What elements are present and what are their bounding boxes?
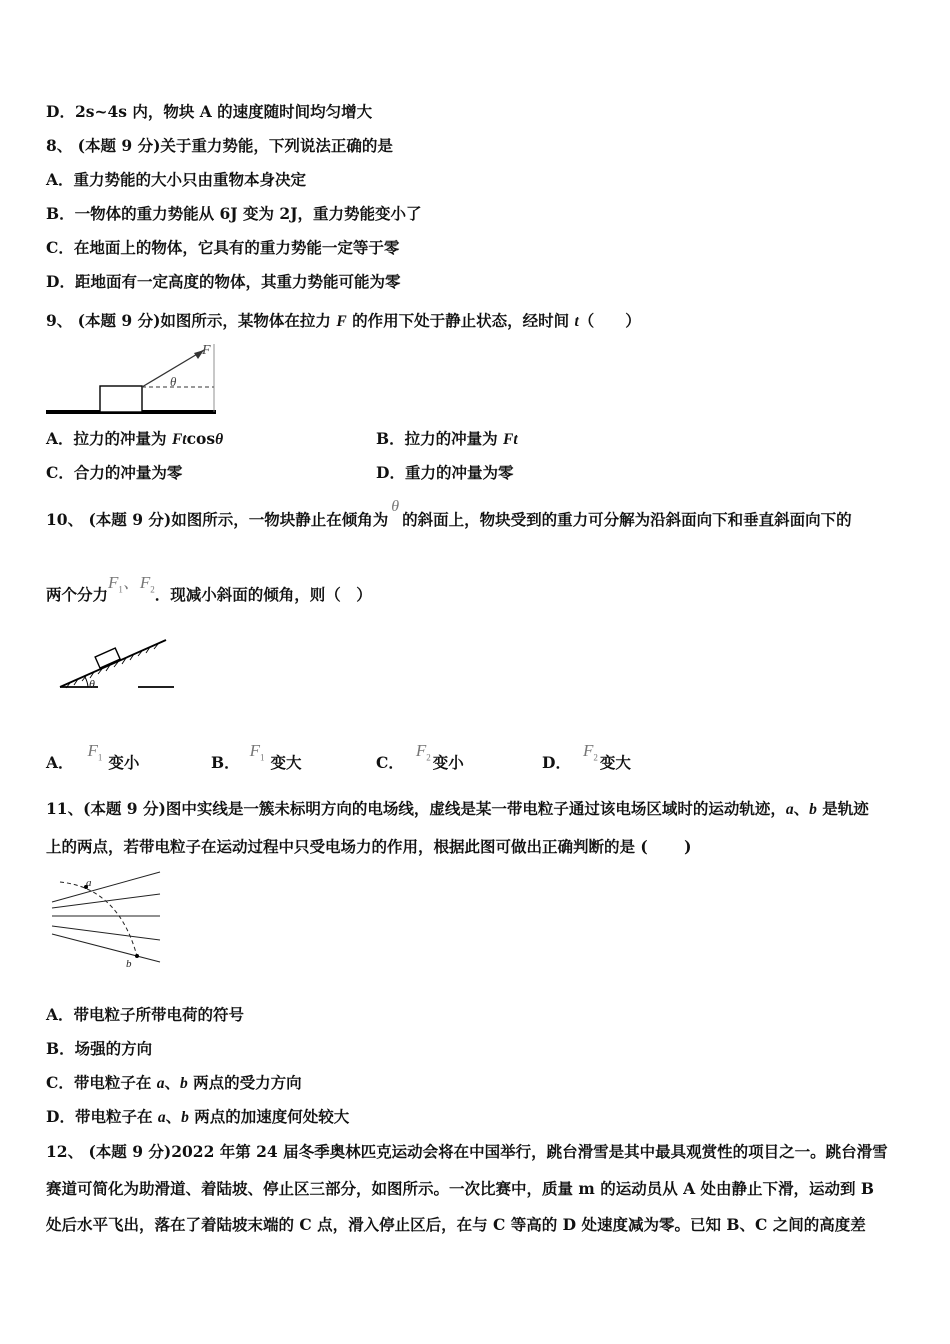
q8-option-c: C．在地面上的物体，它具有的重力势能一定等于零 xyxy=(46,238,400,257)
q10-f1-symbol: $F_1$ xyxy=(108,573,123,595)
q11-trajectory xyxy=(60,882,138,960)
q10-option-a-label: A． xyxy=(46,753,74,772)
q10-option-c xyxy=(376,741,464,780)
q11-option-c-a: a xyxy=(156,1075,165,1092)
q9-option-d: D．重力的冲量为零 xyxy=(376,463,514,482)
q10-theta-symbol: θ xyxy=(391,498,400,515)
q9-var-f: F xyxy=(336,313,347,330)
q10-option-d-text: 变大 xyxy=(599,753,631,772)
q10-block xyxy=(95,648,120,668)
q9-option-a-theta: θ xyxy=(215,431,224,448)
q12-line3: 处后水平飞出，落在了着陆坡末端的 C 点，滑入停止区后，在与 C 等高的 D 处速度减为零。已知 B、C 之间的高度差 xyxy=(46,1215,866,1234)
q10-stem-line1 xyxy=(46,498,852,532)
q9-stem-mid: 的作用下处于静止状态，经时间 xyxy=(346,311,575,330)
q10-line2-pre: 两个分力 xyxy=(46,585,109,604)
q11-option-d-sep: 、 xyxy=(165,1107,182,1126)
q11-option-d-post: 两点的加速度何处较大 xyxy=(188,1107,350,1126)
q10-option-b-label: B． xyxy=(211,753,240,772)
q9-option-b-var: Ft xyxy=(503,431,518,448)
q9-option-a-pre: A．拉力的冲量为 xyxy=(46,429,172,448)
q8-option-d: D．距地面有一定高度的物体，其重力势能可能为零 xyxy=(46,272,401,291)
q11-option-a: A．带电粒子所带电荷的符号 xyxy=(46,1005,245,1024)
q10-option-d-symbol: $F_2$ xyxy=(582,741,598,763)
q9-option-a-var: Ft xyxy=(171,431,187,448)
q9-stem-pre: 9、 (本题 9 分)如图所示，某物体在拉力 xyxy=(46,311,337,330)
q10-fig-theta-label: θ xyxy=(89,677,95,691)
q10-option-c-label: C． xyxy=(376,753,404,772)
q8-stem: 8、 (本题 9 分)关于重力势能，下列说法正确的是 xyxy=(46,136,393,155)
q10-f2-symbol: $F_2$ xyxy=(139,573,155,595)
q9-option-a xyxy=(46,428,223,451)
q11-option-c-sep: 、 xyxy=(164,1073,180,1092)
q11-option-c-b: b xyxy=(180,1075,188,1092)
q11-fig-a-label: a xyxy=(86,877,92,889)
q8-option-b: B．一物体的重力势能从 6J 变为 2J，重力势能变小了 xyxy=(46,204,422,223)
q11-line1-pre: 11、(本题 9 分)图中实线是一簇未标明方向的电场线，虚线是某一带电粒子通过该电场区域时的运动轨迹， xyxy=(46,799,786,818)
q11-option-b: B．场强的方向 xyxy=(46,1039,153,1058)
q10-option-d-label: D． xyxy=(542,753,571,772)
q10-stem-pre: 10、 (本题 9 分)如图所示，一物块静止在倾角为 xyxy=(46,510,389,529)
q10-option-c-symbol: $F_2$ xyxy=(415,741,431,763)
q10-option-b xyxy=(211,741,302,780)
q11-sep: 、 xyxy=(793,799,810,818)
q10-option-a-text: 变小 xyxy=(108,753,140,772)
q9-block xyxy=(100,386,142,412)
q11-option-c-pre: C．带电粒子在 xyxy=(46,1073,157,1092)
q11-line1-post: 是轨迹 xyxy=(816,799,869,818)
q9-stem xyxy=(46,310,641,333)
q9-fig-f-label: F xyxy=(202,343,211,358)
q7-option-d: D．2s~4s 内，物块 A 的速度随时间均匀增大 xyxy=(46,102,373,121)
q11-option-d xyxy=(46,1106,349,1129)
q11-option-c-post: 两点的受力方向 xyxy=(187,1073,302,1092)
q10-angle-arc xyxy=(85,677,88,687)
q11-option-d-a: a xyxy=(157,1109,166,1126)
q9-var-t: t xyxy=(574,313,579,330)
q11-var-b: b xyxy=(809,801,817,818)
q10-option-a-symbol: $F_1$ xyxy=(87,741,103,763)
q9-fig-theta-label: θ xyxy=(170,374,177,389)
q11-option-d-b: b xyxy=(181,1109,189,1126)
q11-field-lines xyxy=(52,872,160,962)
q9-option-b xyxy=(376,428,518,451)
q12-line2: 赛道可简化为助滑道、着陆坡、停止区三部分，如图所示。一次比赛中，质量 m 的运动员从 A 处由静止下滑，运动到 B xyxy=(46,1179,875,1198)
q9-stem-post: （ ） xyxy=(578,311,641,330)
q10-line2-post: ．现减小斜面的倾角，则（ ） xyxy=(154,585,372,604)
q11-stem-line2: 上的两点，若带电粒子在运动过程中只受电场力的作用，根据此图可做出正确判断的是 ( ) xyxy=(46,837,692,856)
q10-option-b-text: 变大 xyxy=(270,753,302,772)
q11-option-d-pre: D．带电粒子在 xyxy=(46,1107,158,1126)
q11-field-figure xyxy=(46,868,164,970)
q12-line1: 12、 (本题 9 分)2022 年第 24 届冬季奥林匹克运动会将在中国举行，跳台滑雪是其中最具观赏性的项目之一。跳台滑雪 xyxy=(46,1142,888,1161)
q10-option-a xyxy=(46,741,140,780)
q9-option-a-cos: cos xyxy=(186,429,216,448)
q10-incline-surface xyxy=(60,640,166,687)
q10-separator: 、 xyxy=(122,573,140,592)
q11-fig-b-label: b xyxy=(126,958,132,970)
q9-option-b-pre: B．拉力的冲量为 xyxy=(376,429,503,448)
q9-figure xyxy=(44,340,219,418)
q10-stem-post: 的斜面上，物块受到的重力可分解为沿斜面向下和垂直斜面向下的 xyxy=(402,510,852,529)
q10-option-d xyxy=(542,741,631,780)
q9-option-c: C．合力的冲量为零 xyxy=(46,463,183,482)
q11-stem-line1 xyxy=(46,798,906,821)
q11-var-a: a xyxy=(785,801,794,818)
q10-incline-figure xyxy=(54,634,178,694)
q10-option-c-text: 变小 xyxy=(432,753,464,772)
q11-point-b xyxy=(135,954,139,958)
q11-option-c xyxy=(46,1072,302,1095)
q10-stem-line2 xyxy=(46,573,372,612)
q8-option-a: A．重力势能的大小只由重物本身决定 xyxy=(46,170,307,189)
q10-option-b-symbol: $F_1$ xyxy=(249,741,265,763)
